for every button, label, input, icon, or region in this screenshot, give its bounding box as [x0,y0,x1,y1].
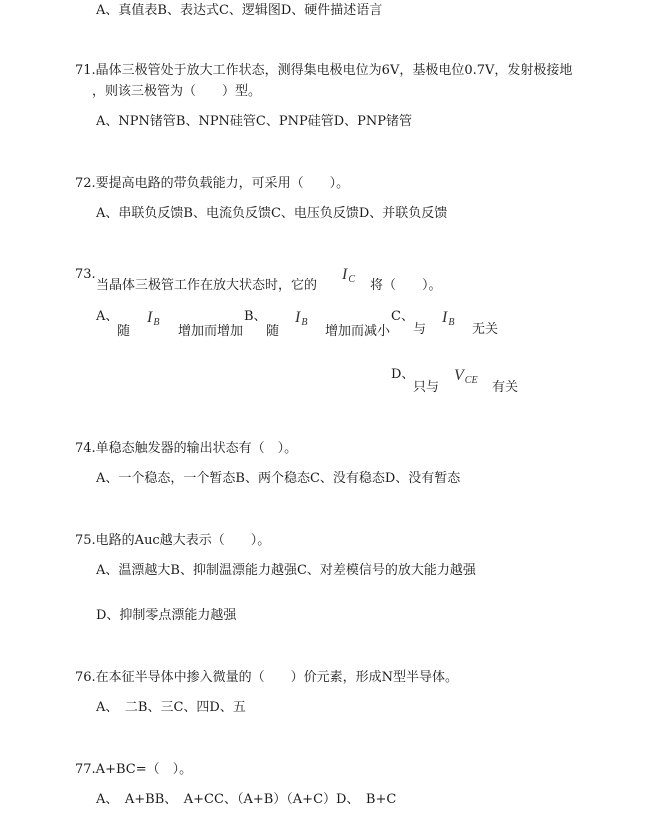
q74-stem: 74.单稳态触发器的输出状态有（ ）。 [75,441,298,456]
q73-option-c-label: C、 [391,309,414,324]
q73-option-b-pre: 随 [266,324,280,339]
q77-stem: 77.A+BC=（ ）。 [75,762,193,777]
q75-stem: 75.电路的Auc越大表示（ ）。 [75,533,271,548]
q73-option-a-pre: 随 [117,324,131,339]
q71-stem-line2: ，则该三极管为（ ）型。 [92,84,262,99]
q73-number: 73. [75,267,96,282]
q73-option-c-ib-symbol: $I_B$ [442,309,455,328]
q71-stem-line1: 71.晶体三极管处于放大工作状态，测得集电极电位为6V，基极电位0.7V，发射极接地 [75,63,573,78]
q73-option-d-vce-symbol: $V_{CE}$ [454,367,478,386]
q77-options: A、 A+BB、 A+CC、（A+B）（A+C）D、 B+C [96,792,397,807]
q73-option-d-pre: 只与 [413,380,440,395]
q73-option-a-ib-symbol: $I_B$ [147,309,160,328]
q73-option-b-ib-symbol: $I_B$ [295,309,308,328]
q73-option-d-post: 有关 [492,380,519,395]
q73-stem-pre: 当晶体三极管工作在放大状态时，它的 [96,278,318,293]
q73-option-b-post: 增加而减小 [325,324,391,339]
q75-option-d: D、抑制零点漂能力越强 [96,608,237,623]
q73-option-c-pre: 与 [413,322,427,337]
q73-ic-symbol: $I_C$ [342,266,355,285]
q73-option-a-post: 增加而增加 [178,324,244,339]
q73-stem-post: 将（ ）。 [370,278,442,293]
q72-stem: 72.要提高电路的带负载能力，可采用（ ）。 [75,176,350,191]
q75-options: A、温漂越大B、抑制温漂能力越强C、对差模信号的放大能力越强 [96,563,476,578]
q71-options: A、NPN锗管B、NPN硅管C、PNP硅管D、PNP锗管 [96,114,413,129]
q76-options: A、 二B、三C、四D、五 [96,700,246,715]
q73-option-a-label: A、 [96,309,119,324]
q70-options: A、真值表B、表达式C、逻辑图D、硬件描述语言 [96,3,383,18]
q73-option-d-label: D、 [391,367,415,382]
q74-options: A、一个稳态，一个暂态B、两个稳态C、没有稳态D、没有暂态 [96,471,461,486]
q73-option-b-label: B、 [244,309,267,324]
q72-options: A、串联负反馈B、电流负反馈C、电压负反馈D、并联负反馈 [96,206,448,221]
q76-stem: 76.在本征半导体中掺入微量的（ ）价元素，形成N型半导体。 [75,670,459,685]
q73-option-c-post: 无关 [472,322,499,337]
